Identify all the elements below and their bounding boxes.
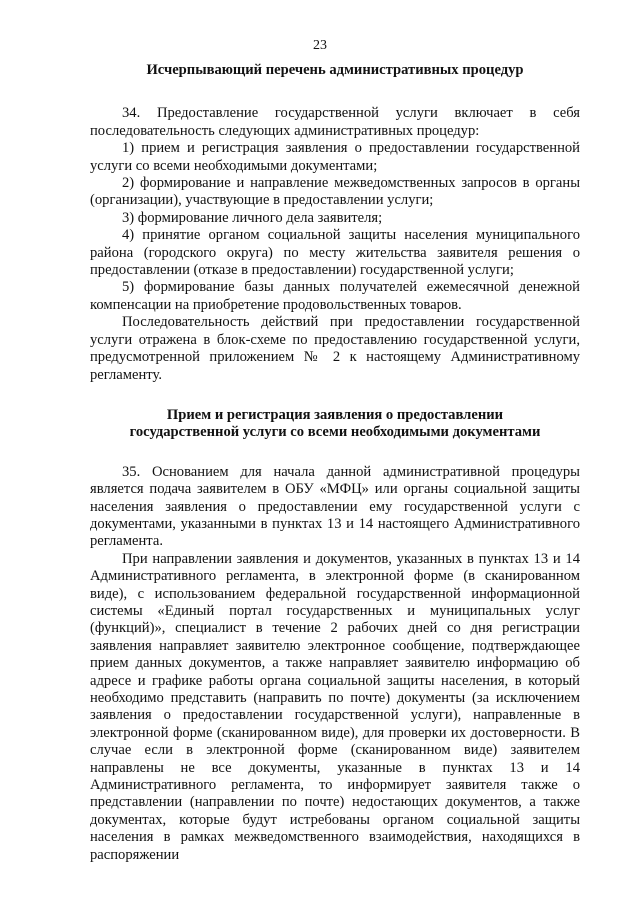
list-item-1: 1) прием и регистрация заявления о предоставлении государственной услуги со всеми необходимыми документами; bbox=[90, 140, 580, 174]
list-item-5: 5) формирование базы данных получателей ежемесячной денежной компенсации на приобретение продовольственных товаров. bbox=[90, 279, 580, 313]
page-number: 23 bbox=[313, 38, 327, 53]
document-body bbox=[90, 62, 580, 864]
list-item-2: 2) формирование и направление межведомственных запросов в органы (организации), участвующие в предоставлении услуги; bbox=[90, 175, 580, 209]
paragraph-34: 34. Предоставление государственной услуги включает в себя последовательность следующих административных процедур: bbox=[90, 105, 580, 139]
paragraph-sequence: Последовательность действий при предоставлении государственной услуги отражена в блок-схеме по предоставлению государственной услуги, предусмотренной приложением № 2 к настоящему Административному регламенту. bbox=[90, 314, 580, 383]
section-heading-procedures: Исчерпывающий перечень административных процедур bbox=[146, 62, 524, 78]
section-heading-reception-line2: государственной услуги со всеми необходимыми документами bbox=[129, 424, 541, 441]
list-item-3: 3) формирование личного дела заявителя; bbox=[122, 209, 383, 226]
paragraph-electronic: При направлении заявления и документов, указанных в пунктах 13 и 14 Административного регламента, в электронной форме (в сканированном виде), с использованием федеральной государственной информационной системы «Единый портал государственных и муниципальных услуг (функций)», специалист в течение 2 рабочих дней со дня регистрации заявления направляет заявителю электронное сообщение, подтверждающее прием данных документов, а также направляет заявителю информацию об адресе и графике работы органа социальной защиты населения, в который необходимо представить (направить по почте) документы (за исключением заявления о предоставлении государственной услуги), направленные в электронной форме (сканированном виде), для проверки их достоверности. В случае если в электронной форме (сканированном виде) заявителем направлены не все документы, указанные в пунктах 13 и 14 Административного регламента, то информирует заявителя также о представлении (направлении по почте) недостающих документов, а также документах, которые будут истребованы органом социальной защиты населения в рамках межведомственного взаимодействия, находящихся в распоряжении bbox=[90, 550, 580, 863]
section-heading-reception bbox=[90, 407, 580, 442]
list-item-4: 4) принятие органом социальной защиты населения муниципального района (городского округа) по месту жительства заявителя решения о предоставлении (отказе в предоставлении) государственной услуги; bbox=[90, 227, 580, 279]
paragraph-35: 35. Основанием для начала данной административной процедуры является подача заявителем в ОБУ «МФЦ» или органы социальной защиты населения заявления о предоставлении ему государственной услуги с документами, указанными в пунктах 13 и 14 настоящего Административного регламента. bbox=[90, 463, 580, 550]
section-heading-reception-line1: Прием и регистрация заявления о предоставлении bbox=[166, 406, 504, 423]
